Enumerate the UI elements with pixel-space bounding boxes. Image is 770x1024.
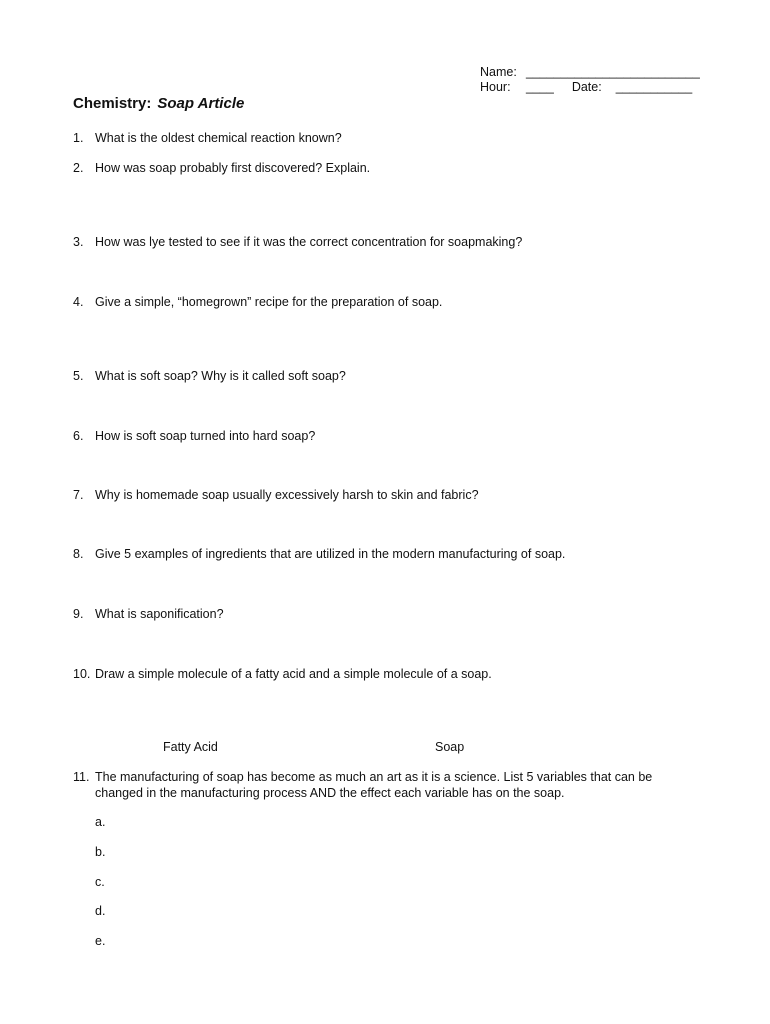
name-label: Name:	[480, 65, 517, 79]
question-number: 7.	[73, 488, 84, 502]
sub-item-b: b.	[95, 845, 106, 859]
question-text: Why is homemade soap usually excessively harsh to skin and fabric?	[95, 488, 479, 502]
name-blank[interactable]: _________________________	[526, 65, 700, 79]
question-7	[73, 487, 693, 503]
question-11	[73, 769, 673, 801]
question-number: 1.	[73, 131, 84, 145]
question-text: How is soft soap turned into hard soap?	[95, 429, 316, 443]
date-blank[interactable]: ___________	[615, 80, 693, 94]
question-number: 3.	[73, 235, 84, 249]
question-number: 6.	[73, 429, 84, 443]
question-2	[73, 160, 693, 176]
question-3	[73, 234, 693, 250]
hour-blank[interactable]: ____	[526, 80, 554, 94]
student-info-header	[480, 65, 700, 95]
question-number: 11.	[73, 770, 90, 784]
title-subject: Soap Article	[157, 95, 245, 112]
question-text: How was soap probably first discovered? Explain.	[95, 161, 371, 175]
sub-item-a: a.	[95, 815, 106, 829]
question-text: Give 5 examples of ingredients that are utilized in the modern manufacturing of soap.	[95, 547, 566, 561]
question-text: What is saponification?	[95, 607, 224, 621]
question-number: 9.	[73, 607, 84, 621]
question-8	[73, 546, 693, 562]
question-text: What is the oldest chemical reaction known?	[95, 131, 342, 145]
question-text: How was lye tested to see if it was the correct concentration for soapmaking?	[95, 235, 523, 249]
question-6	[73, 428, 693, 444]
sub-item-e: e.	[95, 934, 106, 948]
sub-item-d: d.	[95, 904, 106, 918]
question-text: What is soft soap? Why is it called soft soap?	[95, 369, 346, 383]
question-number: 10.	[73, 667, 91, 681]
question-number: 5.	[73, 369, 84, 383]
question-10	[73, 666, 693, 682]
question-9	[73, 606, 693, 622]
fatty-acid-label: Fatty Acid	[163, 740, 218, 754]
title-course: Chemistry:	[73, 95, 152, 112]
question-text: The manufacturing of soap has become as much an art as it is a science. List 5 variables that can be changed in the manufacturing process AND the effect each variable has on the soap.	[95, 770, 653, 800]
hour-label: Hour:	[480, 80, 511, 94]
date-label: Date:	[571, 80, 602, 94]
page-title	[73, 95, 244, 112]
question-1	[73, 130, 693, 146]
question-4	[73, 294, 693, 310]
soap-label: Soap	[435, 740, 465, 754]
question-text: Give a simple, “homegrown” recipe for the preparation of soap.	[95, 295, 443, 309]
name-row	[480, 65, 700, 80]
question-number: 8.	[73, 547, 84, 561]
sub-item-c: c.	[95, 875, 105, 889]
hour-date-row	[480, 80, 700, 95]
question-text: Draw a simple molecule of a fatty acid and a simple molecule of a soap.	[95, 667, 492, 681]
question-number: 4.	[73, 295, 84, 309]
question-number: 2.	[73, 161, 84, 175]
question-5	[73, 368, 693, 384]
